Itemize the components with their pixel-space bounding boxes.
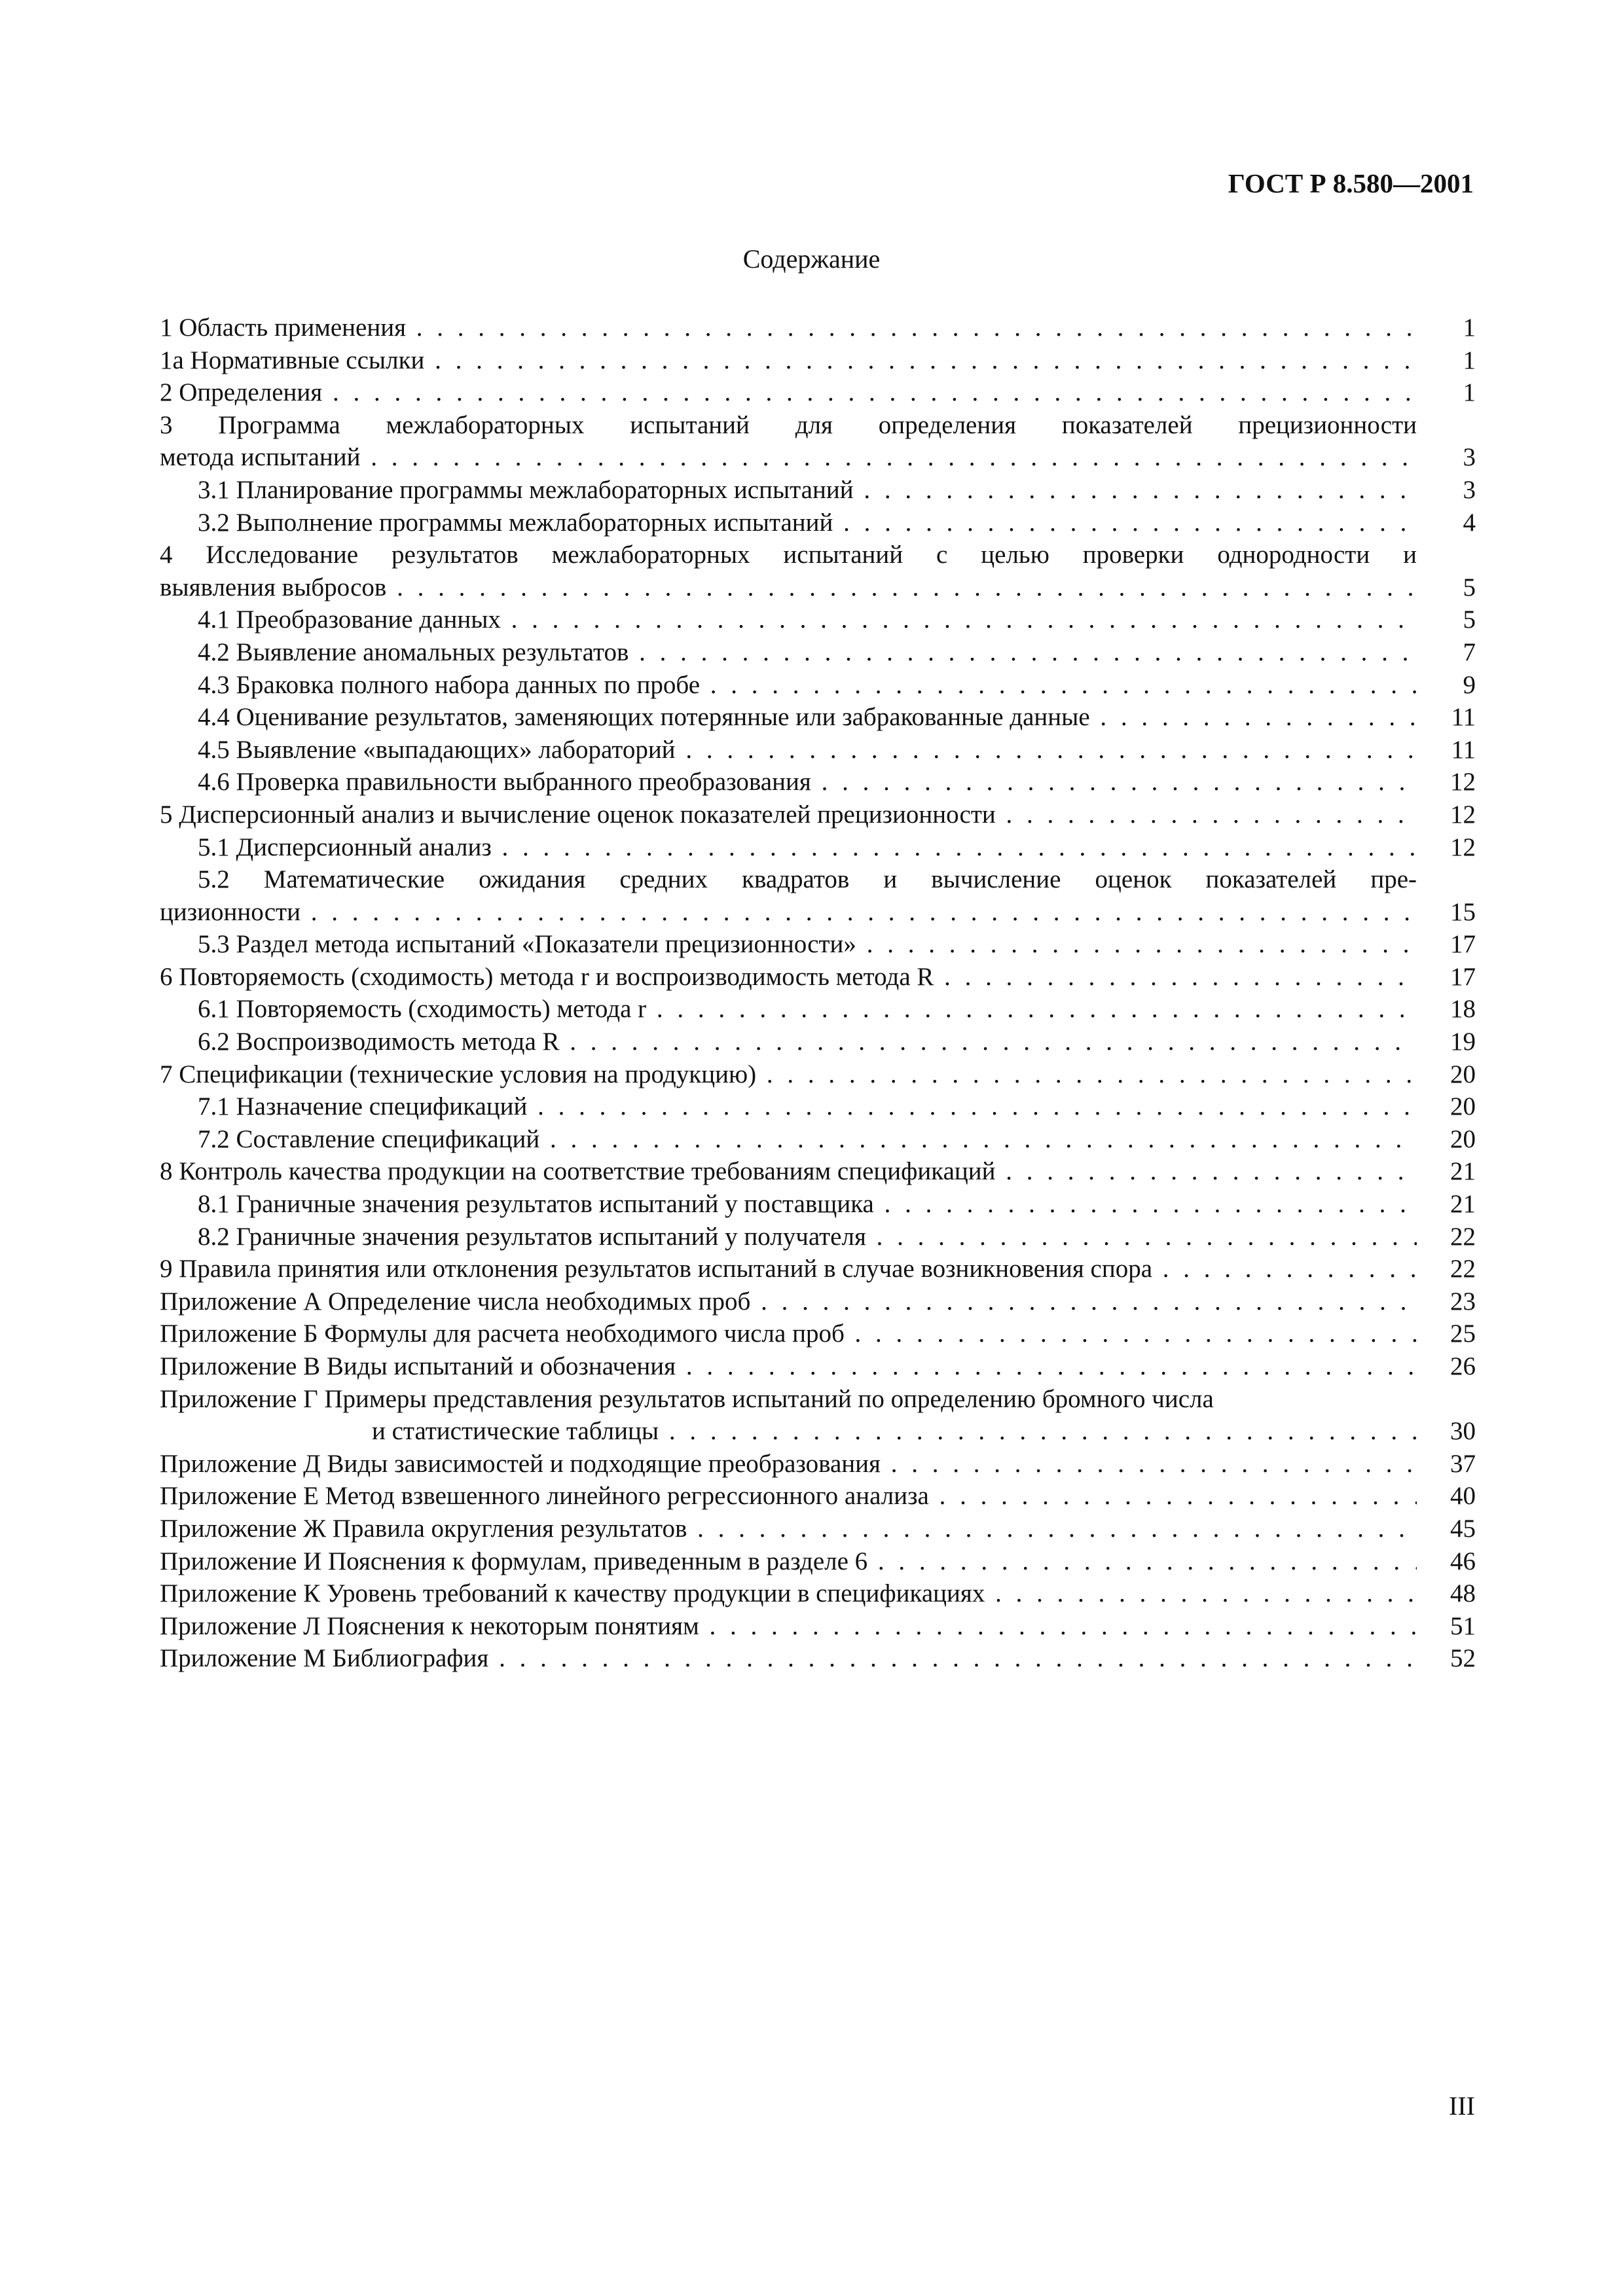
toc-entry (160, 636, 1476, 669)
toc-entry-text: 6.2 Воспроизводимость метода R . . . (160, 1026, 1417, 1058)
toc-entry-text: 8.1 Граничные значения результатов испытаний у поставщика . . . (160, 1188, 1417, 1221)
toc-entry-page: 9 (1463, 670, 1476, 699)
toc-entry-text: 8 Контроль качества продукции на соответствие требованиям спецификаций . . . (160, 1155, 1417, 1188)
toc-entry-text: Приложение Е Метод взвешенного линейного регрессионного анализа . . . (160, 1480, 1417, 1513)
toc-entry (160, 798, 1476, 831)
toc-entry-text: 7.1 Назначение спецификаций . . . (160, 1090, 1417, 1123)
toc-entry-page: 21 (1450, 1157, 1476, 1186)
toc-entry (160, 474, 1476, 507)
toc-entry-text: Приложение Д Виды зависимостей и подходящие преобразования . . . (160, 1448, 1417, 1480)
toc-entry-text: 5 Дисперсионный анализ и вычисление оценок показателей прецизионности . . . (160, 798, 1417, 831)
toc-entry (160, 603, 1476, 636)
toc-entry-text: Приложение Ж Правила округления результатов . . . (160, 1513, 1417, 1545)
toc-entry-text: 9 Правила принятия или отклонения результатов испытаний в случае возникновения спора . . . (160, 1253, 1417, 1285)
toc-entry-page: 45 (1450, 1514, 1476, 1543)
toc-entry-text-line1: 4 Исследование результатов межлабораторных испытаний с целью проверки однородности и (160, 541, 1417, 569)
toc-entry-page: 3 (1463, 443, 1476, 472)
toc-entry (160, 669, 1476, 702)
toc-entry-page: 7 (1463, 637, 1476, 666)
toc-entry (160, 1123, 1476, 1156)
toc-entry (160, 376, 1476, 409)
toc-entry-page: 18 (1450, 995, 1476, 1024)
toc-entry (160, 1577, 1476, 1610)
toc-entry (160, 993, 1476, 1026)
toc-entry-text-line2: метода испытаний . . . (160, 441, 1417, 474)
toc-entry-text: Приложение Л Пояснения к некоторым понятиям . . . (160, 1610, 1417, 1643)
toc-entry (160, 701, 1476, 734)
toc-entry (160, 1545, 1476, 1578)
toc-entry (160, 961, 1476, 994)
toc-entry-page: 12 (1450, 768, 1476, 797)
toc-entry-text-line1: Приложение Г Примеры представления результатов испытаний по определению бромного числа (160, 1384, 1214, 1413)
toc-entry-text: 3.1 Планирование программы межлабораторных испытаний . . . (160, 474, 1417, 507)
toc-entry (160, 1221, 1476, 1253)
toc-entry-page: 48 (1450, 1579, 1476, 1608)
toc-entry-page: 20 (1450, 1092, 1476, 1121)
toc-entry (160, 1155, 1476, 1188)
toc-entry-text: 3.2 Выполнение программы межлабораторных испытаний . . . (160, 507, 1417, 539)
toc-entry-page: 22 (1450, 1255, 1476, 1283)
toc-entry-text: 7 Спецификации (технические условия на продукцию) . . . (160, 1058, 1417, 1091)
toc-entry-text: 4.4 Оценивание результатов, заменяющих потерянные или забракованные данные . . . (160, 701, 1417, 734)
toc-entry (160, 507, 1476, 539)
toc-entry-page: 23 (1450, 1287, 1476, 1316)
toc-entry-text: 7.2 Составление спецификаций . . . (160, 1123, 1417, 1156)
toc-entry-page: 11 (1451, 735, 1476, 764)
toc-entry (160, 1253, 1476, 1285)
toc-entry (160, 1350, 1476, 1383)
toc-entry (160, 1610, 1476, 1643)
toc-entry-page: 37 (1450, 1449, 1476, 1478)
toc-entry (160, 1480, 1476, 1513)
toc-entry (160, 1448, 1476, 1480)
toc-entry-page: 1 (1463, 346, 1476, 374)
toc-entry-page: 15 (1450, 897, 1476, 926)
toc-entry-text: 6 Повторяемость (сходимость) метода r и воспроизводимость метода R . . . (160, 961, 1417, 994)
toc-entry-page: 40 (1450, 1482, 1476, 1511)
toc-entry-page: 17 (1450, 930, 1476, 959)
toc-entry-text-line1: 3 Программа межлабораторных испытаний для определения показателей прецизионности (160, 410, 1417, 439)
toc-entry-page: 22 (1450, 1222, 1476, 1251)
toc-entry-text: Приложение И Пояснения к формулам, приведенным в разделе 6 . . . (160, 1545, 1417, 1578)
toc-entry-text: Приложение К Уровень требований к качеству продукции в спецификациях . . . (160, 1577, 1417, 1610)
toc-entry-page: 12 (1450, 800, 1476, 829)
toc-entry (160, 766, 1476, 798)
toc-entry-text: Приложение В Виды испытаний и обозначения . . . (160, 1350, 1417, 1383)
toc-entry (160, 1642, 1476, 1675)
toc-entry (160, 409, 1476, 474)
toc-entry (160, 1383, 1476, 1448)
toc-entry-page: 20 (1450, 1124, 1476, 1153)
toc-entry-text-line1: 5.2 Математические ожидания средних квадратов и вычисление оценок показателей пре- (198, 865, 1417, 894)
toc-entry-page: 17 (1450, 962, 1476, 991)
toc-entry-text-line2: выявления выбросов . . . (160, 571, 1417, 604)
toc-entry-page: 20 (1450, 1060, 1476, 1088)
toc-entry-text: Приложение Б Формулы для расчета необходимого числа проб . . . (160, 1318, 1417, 1350)
page-number: III (1449, 2091, 1475, 2121)
toc-entry-page: 1 (1463, 378, 1476, 407)
toc-entry (160, 1318, 1476, 1350)
toc-entry-text-line2: цизионности . . . (160, 896, 1417, 929)
toc-entry-page: 30 (1450, 1417, 1476, 1446)
toc-entry-text: Приложение А Определение числа необходимых проб . . . (160, 1285, 1417, 1318)
toc-entry-text: 5.1 Дисперсионный анализ . . . (160, 831, 1417, 864)
toc-entry-text: 2 Определения . . . (160, 376, 1417, 409)
toc-entry-text: 5.3 Раздел метода испытаний «Показатели прецизионности» . . . (160, 928, 1417, 961)
toc-entry-page: 21 (1450, 1190, 1476, 1219)
toc-entry-page: 3 (1463, 475, 1476, 504)
toc-entry-page: 1 (1463, 314, 1476, 342)
toc-entry-page: 5 (1463, 573, 1476, 601)
toc-entry-page: 5 (1463, 605, 1476, 634)
table-of-contents (160, 312, 1476, 1675)
toc-entry-page: 25 (1450, 1319, 1476, 1348)
toc-entry (160, 734, 1476, 766)
toc-entry (160, 1058, 1476, 1091)
toc-entry-text: 4.3 Браковка полного набора данных по пробе . . . (160, 669, 1417, 702)
toc-entry-page: 11 (1451, 703, 1476, 732)
toc-entry-text: 1а Нормативные ссылки . . . (160, 344, 1417, 377)
toc-entry (160, 1285, 1476, 1318)
toc-entry-text: 1 Область применения . . . (160, 312, 1417, 344)
toc-entry (160, 312, 1476, 344)
toc-entry-page: 19 (1450, 1028, 1476, 1056)
toc-entry (160, 1090, 1476, 1123)
toc-entry (160, 1188, 1476, 1221)
toc-entry-text-line2: и статистические таблицы . . . (160, 1415, 1417, 1448)
toc-entry-text: 6.1 Повторяемость (сходимость) метода r . . . (160, 993, 1417, 1026)
toc-entry-page: 26 (1450, 1352, 1476, 1380)
toc-entry-page: 52 (1450, 1644, 1476, 1673)
toc-entry (160, 1513, 1476, 1545)
toc-entry (160, 1026, 1476, 1058)
toc-entry (160, 344, 1476, 377)
toc-title: Содержание (742, 244, 881, 274)
toc-entry-text: Приложение М Библиография . . . (160, 1642, 1417, 1675)
toc-entry-page: 4 (1463, 508, 1476, 537)
toc-entry (160, 863, 1476, 928)
toc-entry (160, 831, 1476, 864)
toc-entry-text: 4.6 Проверка правильности выбранного преобразования . . . (160, 766, 1417, 798)
toc-entry-text: 8.2 Граничные значения результатов испытаний у получателя . . . (160, 1221, 1417, 1253)
toc-entry-text: 4.1 Преобразование данных . . . (160, 603, 1417, 636)
toc-entry-text: 4.2 Выявление аномальных результатов . . . (160, 636, 1417, 669)
toc-entry-text: 4.5 Выявление «выпадающих» лабораторий . . . (160, 734, 1417, 766)
toc-entry (160, 539, 1476, 603)
toc-entry-page: 12 (1450, 833, 1476, 861)
document-code: ГОСТ Р 8.580—2001 (1228, 168, 1474, 198)
toc-entry-page: 46 (1450, 1547, 1476, 1575)
toc-entry (160, 928, 1476, 961)
toc-entry-page: 51 (1450, 1611, 1476, 1640)
